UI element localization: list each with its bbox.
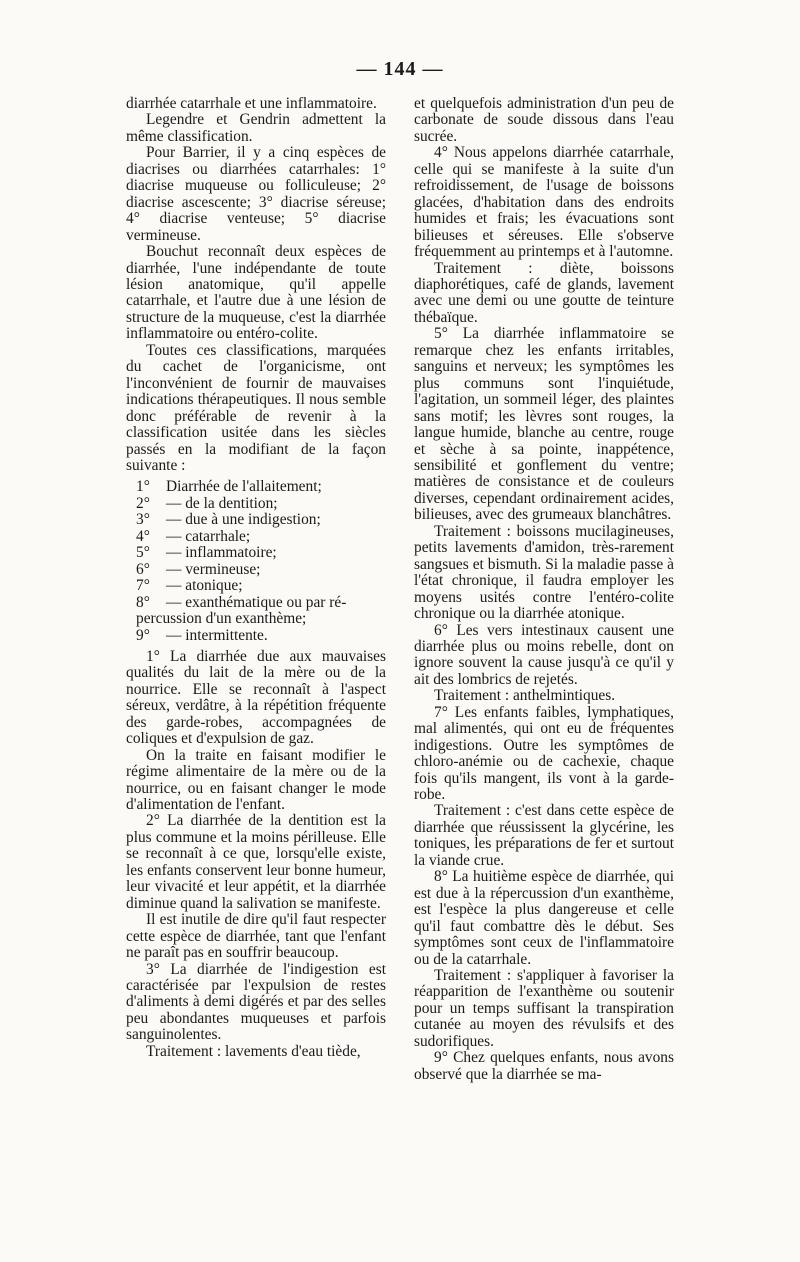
paragraph: Legendre et Gendrin admettent la même classification. xyxy=(126,111,386,145)
list-item xyxy=(126,562,386,578)
paragraph: 7° Les enfants faibles, lymphatiques, mal alimentés, qui ont eu de fréquentes indigestions. Outre les symptômes de chloro-anémie ou de cachexie, chaque fois qu'ils mangent, ils vont à la garde-robe. xyxy=(414,703,674,804)
list-number: 1° xyxy=(136,478,150,496)
paragraph: 2° La diarrhée de la dentition est la plus commune et la moins périlleuse. Elle se reconnaît à ce que, lorsqu'elle existe, les enfants conservent leur bonne humeur, leur vivacité et leur appétit, et la diarrhée diminue quand la salivation se manifeste. xyxy=(126,812,386,912)
list-text: — vermineuse; xyxy=(166,560,261,578)
paragraph: Toutes ces classifications, marquées du cachet de l'organicisme, ont l'inconvénient de fournir de mauvaises indications thérapeutiques. Il nous semble donc préférable de revenir à la classification usitée dans les siècles passés en la modifiant de la façon suivante : xyxy=(126,341,386,474)
paragraph: 9° Chez quelques enfants, nous avons observé que la diarrhée se ma- xyxy=(414,1049,674,1083)
right-column xyxy=(414,96,674,1083)
classification-list xyxy=(126,479,386,644)
list-item xyxy=(126,496,386,512)
list-number: 9° xyxy=(136,626,150,644)
paragraph: On la traite en faisant modifier le régime alimentaire de la mère ou de la nourrice, ou en faisant changer le mode d'alimentation de l'enfant. xyxy=(126,746,386,814)
paragraph: 1° La diarrhée due aux mauvaises qualités du lait de la mère ou de la nourrice. Elle se reconnaît à l'aspect séreux, verdâtre, à la répétition fréquente des garde-robes, accompagnées de coliques et d'expulsion de gaz. xyxy=(126,647,386,748)
paragraph: 5° La diarrhée inflammatoire se remarque chez les enfants irritables, sanguins et nerveux; les symptômes les plus communs sont l'inquiétude, l'agitation, un sommeil léger, des plaintes sans motif; les lèvres sont rouges, la langue humide, blanche au centre, rouge et sèche à sa pointe, inappétence, sensibilité et gonflement du ventre; matières de consistance et de couleurs diverses, cependant ordinairement acides, bilieuses, avec des grumeaux blanchâtres. xyxy=(414,325,674,524)
list-number: 8° xyxy=(136,593,150,611)
paragraph: 3° La diarrhée de l'indigestion est caractérisée par l'expulsion de restes d'aliments à demi digérés et par des selles peu abondantes muqueuses et parfois sanguinolentes. xyxy=(126,960,386,1044)
list-text: — atonique; xyxy=(166,577,243,595)
paragraph: 8° La huitième espèce de diarrhée, qui est due à la répercussion d'un exanthème, est l'espèce la plus dangereuse et celle qu'il faut combattre dès le début. Ses symptômes sont ceux de l'inflammatoire ou de la catarrhale. xyxy=(414,868,674,968)
paragraph: Bouchut reconnaît deux espèces de diarrhée, l'une indépendante de toute lésion anatomique, qu'il appelle catarrhale, et l'autre due à une lésion de structure de la muqueuse, c'est la diarrhée inflammatoire ou entéro-colite. xyxy=(126,243,386,343)
list-text: — de la dentition; xyxy=(166,494,278,512)
paragraph: 4° Nous appelons diarrhée catarrhale, celle qui se manifeste à la suite d'un refroidissement, de l'usage de boissons glacées, d'habitation dans des endroits humides et frais; les évacuations sont bilieuses et séreuses. Elle s'observe fréquemment au printemps et à l'automne. xyxy=(414,144,674,261)
list-item-continuation: percussion d'un exanthème; xyxy=(136,610,307,628)
paragraph: Traitement : diète, boissons diaphorétiques, café de glands, lavement avec une demi ou une goutte de teinture thébaïque. xyxy=(414,259,674,326)
list-text: — due à une indigestion; xyxy=(166,511,321,529)
list-item xyxy=(126,512,386,528)
list-item xyxy=(126,545,386,561)
paragraph: Il est inutile de dire qu'il faut respecter cette espèce de diarrhée, tant que l'enfant ne paraît pas en souffrir beaucoup. xyxy=(126,911,386,962)
list-item xyxy=(126,479,386,495)
paragraph: Pour Barrier, il y a cinq espèces de diacrises ou diarrhées catarrhales: 1° diacrise muqueuse ou folliculeuse; 2° diacrise ascescente; 3° diacrise séreuse; 4° diacrise venteuse; 5° diacrise vermineuse. xyxy=(126,144,386,244)
list-number: 4° xyxy=(136,527,150,545)
list-text: — inflammatoire; xyxy=(166,544,277,562)
list-text: Diarrhée de l'allaitement; xyxy=(166,478,322,496)
paragraph: et quelquefois administration d'un peu de carbonate de soude dissous dans l'eau sucrée. xyxy=(414,95,674,145)
list-number: 6° xyxy=(136,560,150,578)
paragraph: Traitement : s'appliquer à favoriser la réapparition de l'exanthème ou soutenir pour un temps suffisant la transpiration cutanée au moyen des révulsifs et des sudorifiques. xyxy=(414,967,674,1050)
list-text: — catarrhale; xyxy=(166,527,251,545)
list-item xyxy=(126,595,386,611)
paragraph: diarrhée catarrhale et une inflammatoire. xyxy=(126,95,377,112)
paragraph: Traitement : lavements d'eau tiède, xyxy=(146,1042,361,1060)
list-item xyxy=(126,529,386,545)
paragraph: Traitement : boissons mucilagineuses, petits lavements d'amidon, très-rarement sangsues et bismuth. Si la maladie passe à l'état chronique, il faudra employer les moyens usités contre l'entéro-colite chronique ou la diarrhée atonique. xyxy=(414,522,674,623)
paragraph: 6° Les vers intestinaux causent une diarrhée plus ou moins rebelle, dont on ignore souvent la cause jusqu'à ce qu'il y ait des lombrics de rejetés. xyxy=(414,621,674,688)
left-column xyxy=(126,96,386,1060)
list-number: 2° xyxy=(136,494,150,512)
list-number: 3° xyxy=(136,511,150,529)
paragraph: Traitement : c'est dans cette espèce de diarrhée que réussissent la glycérine, les toniques, les préparations de fer et surtout la viande crue. xyxy=(414,802,674,869)
list-item xyxy=(126,628,386,644)
list-number: 7° xyxy=(136,577,150,595)
list-text: — intermittente. xyxy=(166,626,268,644)
paragraph: Traitement : anthelmintiques. xyxy=(434,687,616,705)
list-item xyxy=(126,578,386,594)
list-text: — exanthématique ou par ré- xyxy=(166,593,347,611)
page-number: — 144 — xyxy=(356,58,444,80)
list-number: 5° xyxy=(136,544,150,562)
